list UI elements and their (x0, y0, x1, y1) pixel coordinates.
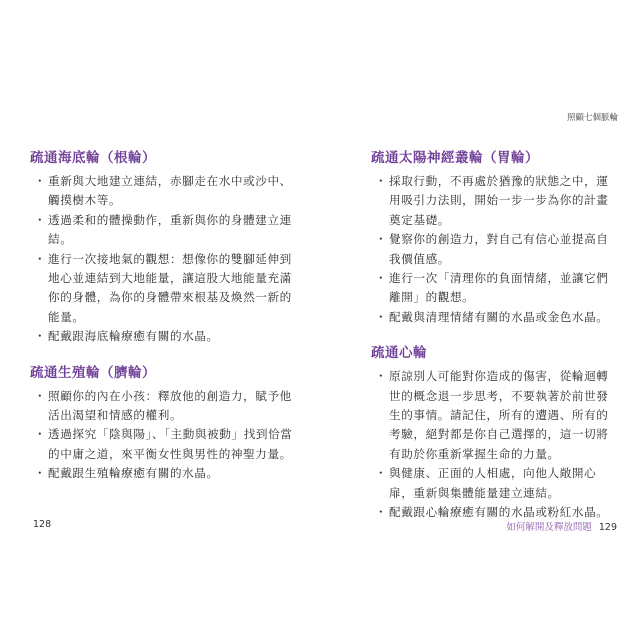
bullet-list (371, 172, 617, 327)
bullet-list (30, 387, 298, 484)
list-item: ・ 覺察你的創造力，對自己有信心並提高自我價值感。 (375, 232, 609, 266)
list-item: ・ 配戴跟心輪療癒有關的水晶或粉紅水晶。 (371, 503, 617, 522)
list-item: ・ 照顧你的內在小孩：釋放他的創造力，賦予他活出渴望和情感的權利。 (34, 388, 292, 423)
section-title: 疏通生殖輪（臍輪） (30, 364, 156, 381)
bullet-dot-icon: ・ (34, 388, 47, 403)
section-solar-plexus-chakra (371, 146, 617, 327)
section-title: 疏通太陽神經叢輪（胃輪） (371, 150, 539, 166)
list-item: ・ 原諒別人可能對你造成的傷害，從輪迴轉世的概念退一步思考，不要執著於前世發生的事情。請記住，所有的遭遇、所有的考驗，絕對都是你自己選擇的，這一切將有助於你重新掌握生命的力量。 (375, 369, 609, 461)
list-item: ・ 透過探究「陰與陽」、「主動與被動」找到恰當的中庸之道，來平衡女性與男性的神聖力量。 (34, 427, 293, 461)
bullet-dot-icon: ・ (34, 329, 47, 344)
list-item: ・ 重新與大地建立連結，赤腳走在水中或沙中、觸摸樹木等。 (34, 174, 292, 208)
bullet-dot-icon: ・ (375, 309, 388, 324)
book-title: 如何解開及釋放問題 (506, 522, 592, 533)
list-item: ・ 配戴跟海底輪療癒有關的水晶。 (30, 327, 298, 346)
right-page-column (371, 146, 617, 537)
right-page-number: 129 (598, 522, 617, 533)
bullet-dot-icon: ・ (375, 174, 388, 188)
list-item: ・ 配戴與清理情緒有關的水晶或金色水晶。 (371, 308, 617, 327)
bullet-dot-icon: ・ (34, 466, 47, 481)
list-item: ・ 透過柔和的體操動作，重新與你的身體建立連結。 (34, 212, 292, 247)
list-item: ・ 進行一次「清理你的負面情緒，並讓它們離開」的觀想。 (375, 271, 609, 305)
bullet-list (30, 172, 298, 347)
bullet-dot-icon: ・ (375, 466, 388, 481)
section-title: 疏通海底輪（根輪） (30, 150, 156, 166)
section-heart-chakra (371, 341, 617, 522)
bullet-dot-icon: ・ (34, 427, 47, 442)
bullet-dot-icon: ・ (34, 174, 47, 188)
list-item: ・ 與健康、正面的人相處，向他人敞開心扉，重新與集體能量建立連結。 (375, 466, 597, 500)
section-sacral-chakra (30, 361, 298, 484)
bullet-dot-icon: ・ (375, 271, 388, 286)
running-header: 照顧七個脈輪 (566, 113, 618, 123)
left-page-column (30, 146, 298, 498)
bullet-dot-icon: ・ (375, 369, 388, 384)
section-title: 疏通心輪 (371, 345, 427, 362)
list-item: ・ 進行一次接地氣的觀想：想像你的雙腳延伸到地心並連結到大地能量，讓這股大地能量充滿你的身體，為你的身體帶來根基及煥然一新的能量。 (34, 251, 292, 324)
bullet-dot-icon: ・ (375, 232, 388, 247)
section-root-chakra (30, 146, 298, 347)
bullet-list (371, 367, 617, 522)
bullet-dot-icon: ・ (34, 212, 47, 227)
bullet-dot-icon: ・ (34, 251, 47, 266)
right-page-footer (506, 519, 617, 533)
list-item: ・ 採取行動，不再處於猶豫的狀態之中，運用吸引力法則，開始一步一步為你的計畫奠定基礎。 (375, 174, 609, 227)
left-page-number: 128 (33, 519, 52, 530)
list-item: ・ 配戴跟生殖輪療癒有關的水晶。 (30, 464, 298, 483)
bullet-dot-icon: ・ (375, 505, 388, 520)
